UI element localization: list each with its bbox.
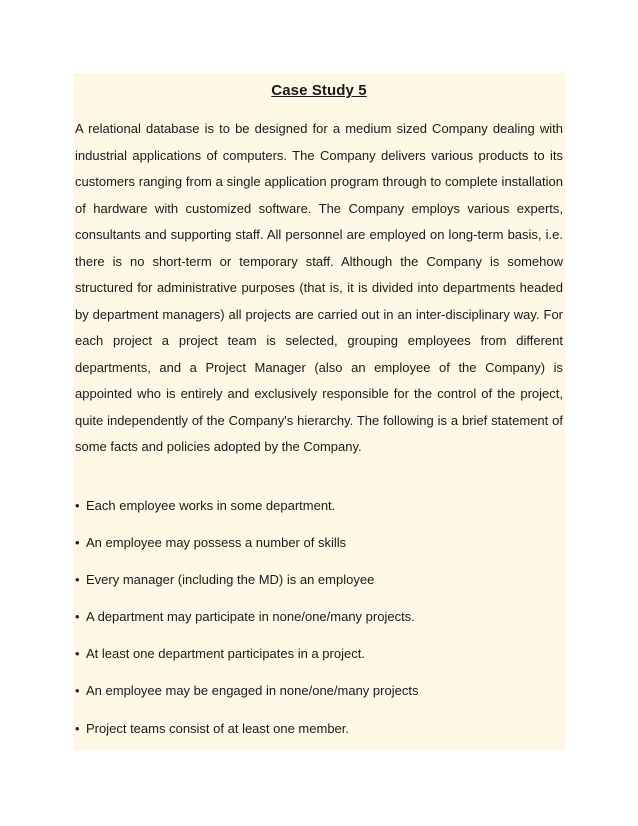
list-item: [75, 672, 563, 709]
list-item: [75, 635, 563, 672]
intro-paragraph: A relational database is to be designed for a medium sized Company dealing with industrial applications of computers. The Company delivers various products to its customers ranging from a single application program through to complete installation of hardware with customized software. The Company employs various experts, consultants and supporting staff. All personnel are employed on long-term basis, i.e. there is no short-term or temporary staff. Although the Company is somehow structured for administrative purposes (that is, it is divided into departments headed by department managers) all projects are carried out in an inter-disciplinary way. For each project a project team is selected, grouping employees from different departments, and a Project Manager (also an employee of the Company) is appointed who is entirely and exclusively responsible for the control of the project, quite independently of the Company's hierarchy. The following is a brief statement of some facts and policies adopted by the Company.: [75, 121, 563, 454]
list-item: [75, 710, 563, 747]
bullet-icon: •: [75, 646, 80, 662]
bullet-icon: •: [75, 683, 80, 699]
case-study-title: Case Study 5: [271, 82, 367, 99]
list-item-text: Every manager (including the MD) is an employee: [86, 571, 375, 587]
bullet-icon: •: [75, 609, 80, 625]
list-item-text: An employee may be engaged in none/one/many projects: [86, 683, 419, 699]
list-item-text: An employee may possess a number of skills: [86, 534, 347, 550]
list-item: [75, 561, 563, 598]
list-item-text: Project teams consist of at least one member.: [86, 720, 350, 736]
list-item-text: A department may participate in none/one/many projects.: [86, 609, 415, 625]
bullet-icon: •: [75, 571, 80, 587]
list-item: [75, 487, 563, 524]
bullet-icon: •: [75, 720, 80, 736]
policy-list: [75, 487, 563, 747]
list-item: [75, 598, 563, 635]
bullet-icon: •: [75, 534, 80, 550]
list-item-text: At least one department participates in a project.: [86, 646, 365, 662]
bullet-icon: •: [75, 497, 80, 513]
list-item-text: Each employee works in some department.: [86, 497, 336, 513]
list-item: [75, 524, 563, 561]
document-body: [73, 73, 565, 750]
